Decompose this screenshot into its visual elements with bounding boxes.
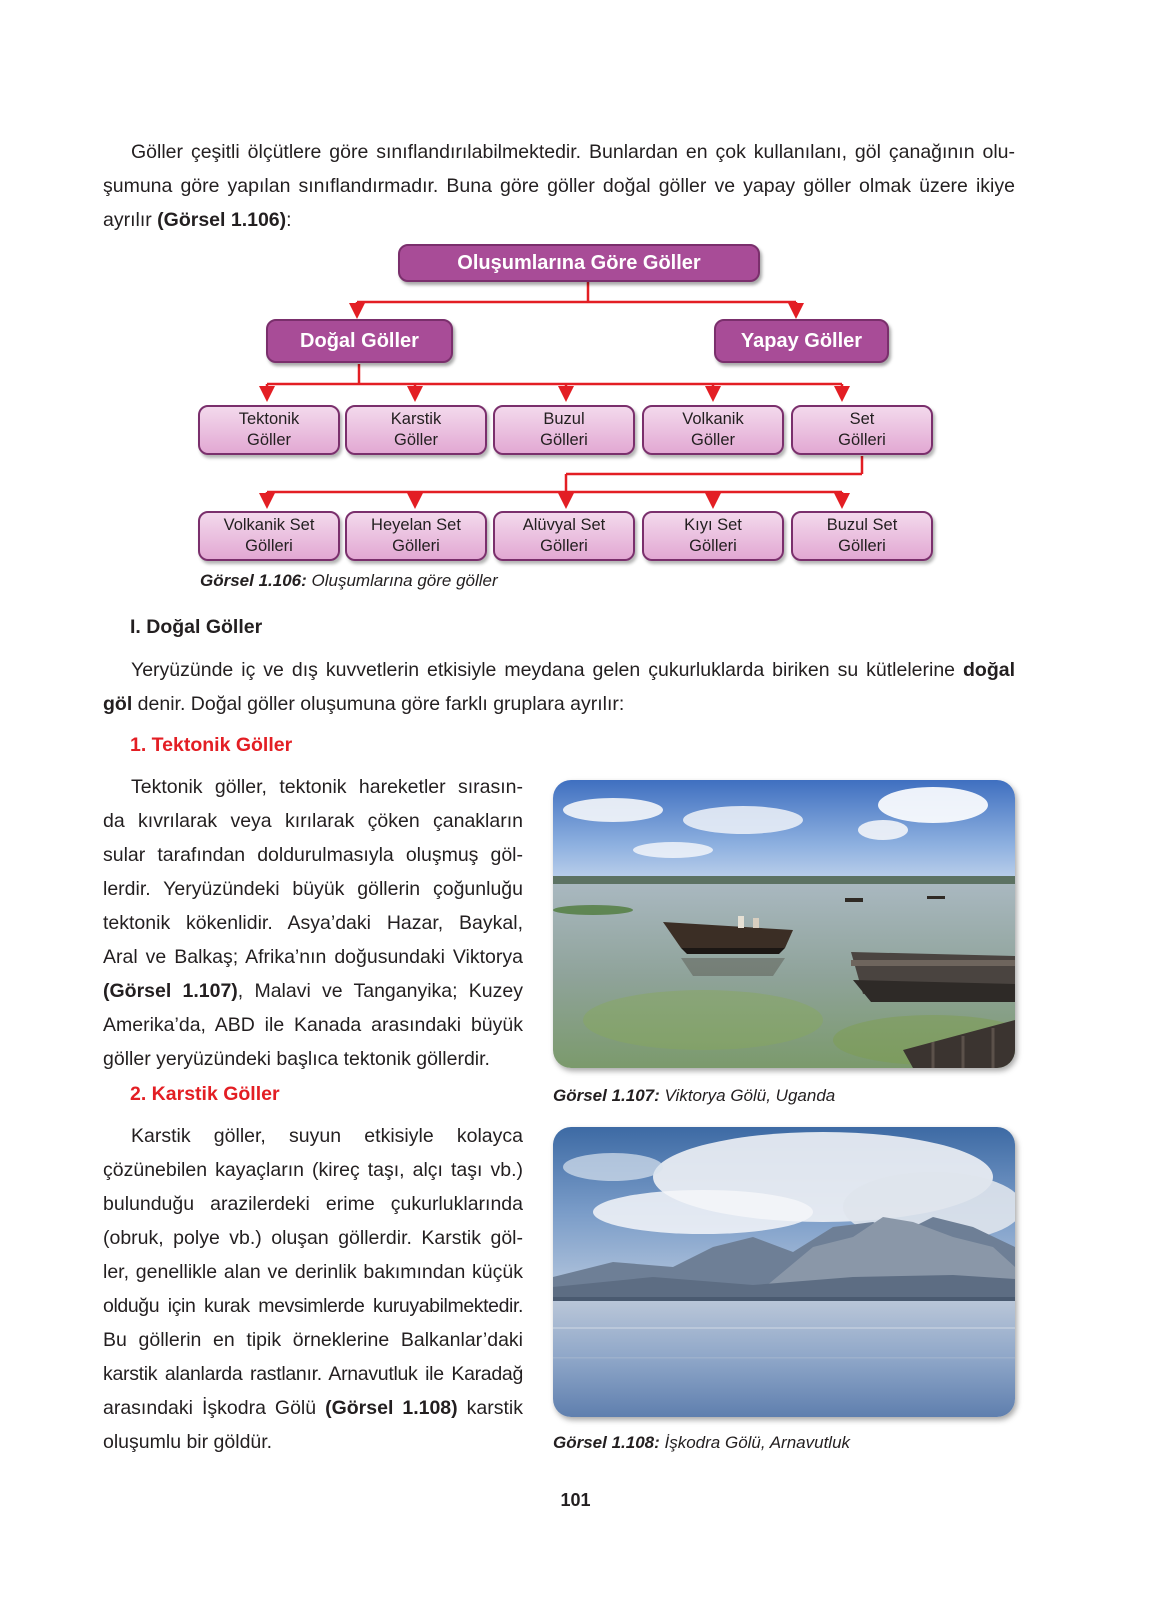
- karstic-line: bulunduğu arazilerdeki erime çukurluklarında: [103, 1193, 523, 1215]
- diagram-type-node: [345, 405, 487, 455]
- karstic-line: Karstik göller, suyun etkisiyle kolayca: [131, 1125, 523, 1147]
- node-line: Volkanik: [682, 410, 744, 428]
- tectonic-line: lerdir. Yeryüzündeki büyük göllerin çoğunluğu: [103, 878, 523, 900]
- karstic-line: (obruk, polye vb.) oluşan göllerdir. Karstik göl-: [103, 1227, 523, 1249]
- node-line: Göller: [690, 431, 735, 449]
- intro-line-2: şumuna göre yapılan sınıflandırmadır. Buna göre göller doğal göller ve yapay göller olmak üzere ikiye: [103, 175, 1015, 197]
- photo-lake-victoria-caption: Görsel 1.107: Viktorya Gölü, Uganda: [553, 1086, 836, 1105]
- node-line: Gölleri: [838, 431, 886, 449]
- lake-shkodra-illustration: [553, 1127, 1015, 1417]
- diagram-root-label: Oluşumlarına Göre Göller: [457, 251, 701, 274]
- natural-lakes-paragraph: [103, 653, 1015, 721]
- diagram-set-type-node: [642, 511, 784, 561]
- node-line: Buzul Set: [826, 516, 898, 534]
- section-title-natural-lakes: I. Doğal Göller: [130, 616, 263, 638]
- tectonic-paragraph: [103, 770, 523, 1076]
- node-line: Buzul: [543, 410, 585, 428]
- node-line: Volkanik Set: [223, 516, 315, 534]
- intro-line-3: ayrılır (Görsel 1.106):: [103, 209, 292, 231]
- diagram-set-type-node: [493, 511, 635, 561]
- diagram-set-type-node: [791, 511, 933, 561]
- tectonic-line: (Görsel 1.107), Malavi ve Tanganyika; Kuzey: [103, 980, 523, 1002]
- natural-lakes-line-1: Yeryüzünde iç ve dış kuvvetlerin etkisiyle meydana gelen çukurluklarda biriken su kütlelerine doğal: [131, 659, 1015, 681]
- diagram-type-node: [198, 405, 340, 455]
- tectonic-line: Tektonik göller, tektonik hareketler sırasın-: [131, 776, 523, 798]
- diagram-artificial-node: [714, 319, 889, 363]
- lake-classification-diagram: [0, 0, 1151, 600]
- tectonic-line: Amerika’da, ABD ile Kanada arasındaki büyük: [103, 1014, 523, 1036]
- node-line: Gölleri: [838, 537, 886, 555]
- diagram-type-node: [493, 405, 635, 455]
- intro-line-1: Göller çeşitli ölçütlere göre sınıflandırılabilmektedir. Bunlardan en çok kullanılanı, göl çanağının olu-: [131, 141, 1015, 163]
- node-line: Kıyı Set: [684, 516, 742, 534]
- node-line: Gölleri: [689, 537, 737, 555]
- node-line: Gölleri: [540, 431, 588, 449]
- karstic-line: çözünebilen kayaçların (kireç taşı, alçı taşı vb.): [103, 1159, 523, 1181]
- node-line: Gölleri: [540, 537, 588, 555]
- photo-lake-shkodra: [553, 1127, 1015, 1417]
- karstic-line: arasındaki İşkodra Gölü (Görsel 1.108) karstik: [103, 1397, 523, 1419]
- diagram-natural-node: [266, 319, 453, 363]
- node-line: Gölleri: [245, 537, 293, 555]
- photo-lake-victoria: [553, 780, 1015, 1068]
- node-line: Gölleri: [392, 537, 440, 555]
- node-line: Göller: [246, 431, 291, 449]
- karstic-line: olduğu için kurak mevsimlerde kuruyabilmektedir.: [103, 1295, 523, 1317]
- diagram-artificial-label: Yapay Göller: [740, 329, 863, 352]
- diagram-type-node: [642, 405, 784, 455]
- karstic-line: ler, genellikle alan ve derinlik bakımından küçük: [103, 1261, 523, 1283]
- tectonic-line: Aral ve Balkaş; Afrika’nın doğusundaki Viktorya: [103, 946, 523, 968]
- diagram-type-node: [791, 405, 933, 455]
- karstic-line: oluşumlu bir göldür.: [103, 1431, 273, 1453]
- karstic-line: karstik alanlarda rastlanır. Arnavutluk ile Karadağ: [103, 1363, 523, 1385]
- node-line: Göller: [393, 431, 438, 449]
- natural-lakes-line-2: göl denir. Doğal göller oluşumuna göre farklı gruplara ayrılır:: [103, 693, 625, 715]
- tectonic-line: tektonik kökenlidir. Asya’daki Hazar, Baykal,: [103, 912, 523, 934]
- diagram-root-node: [398, 244, 760, 282]
- tectonic-line: göller yeryüzündeki başlıca tektonik göllerdir.: [103, 1048, 490, 1070]
- diagram-connectors: [0, 0, 1151, 600]
- node-line: Heyelan Set: [371, 516, 461, 534]
- lake-victoria-illustration: [553, 780, 1015, 1068]
- section-title-tectonic: 1. Tektonik Göller: [130, 734, 293, 756]
- photo-lake-shkodra-caption: Görsel 1.108: İşkodra Gölü, Arnavutluk: [553, 1433, 851, 1452]
- diagram-set-type-node: [198, 511, 340, 561]
- diagram-caption: Görsel 1.106: Oluşumlarına göre göller: [200, 571, 498, 590]
- diagram-set-type-node: [345, 511, 487, 561]
- diagram-natural-label: Doğal Göller: [300, 329, 419, 352]
- karstic-line: Bu göllerin en tipik örneklerine Balkanlar’daki: [103, 1329, 523, 1351]
- node-line: Set: [849, 410, 875, 428]
- node-line: Karstik: [390, 410, 442, 428]
- node-line: Tektonik: [238, 410, 300, 428]
- node-line: Alüvyal Set: [522, 516, 606, 534]
- page-number: 101: [560, 1490, 591, 1510]
- karstic-paragraph: [103, 1119, 523, 1459]
- tectonic-line: sular tarafından doldurulmasıyla oluşmuş göl-: [103, 844, 523, 866]
- tectonic-line: da kıvrılarak veya kırılarak çöken çanakların: [103, 810, 523, 832]
- section-title-karstic: 2. Karstik Göller: [130, 1083, 280, 1105]
